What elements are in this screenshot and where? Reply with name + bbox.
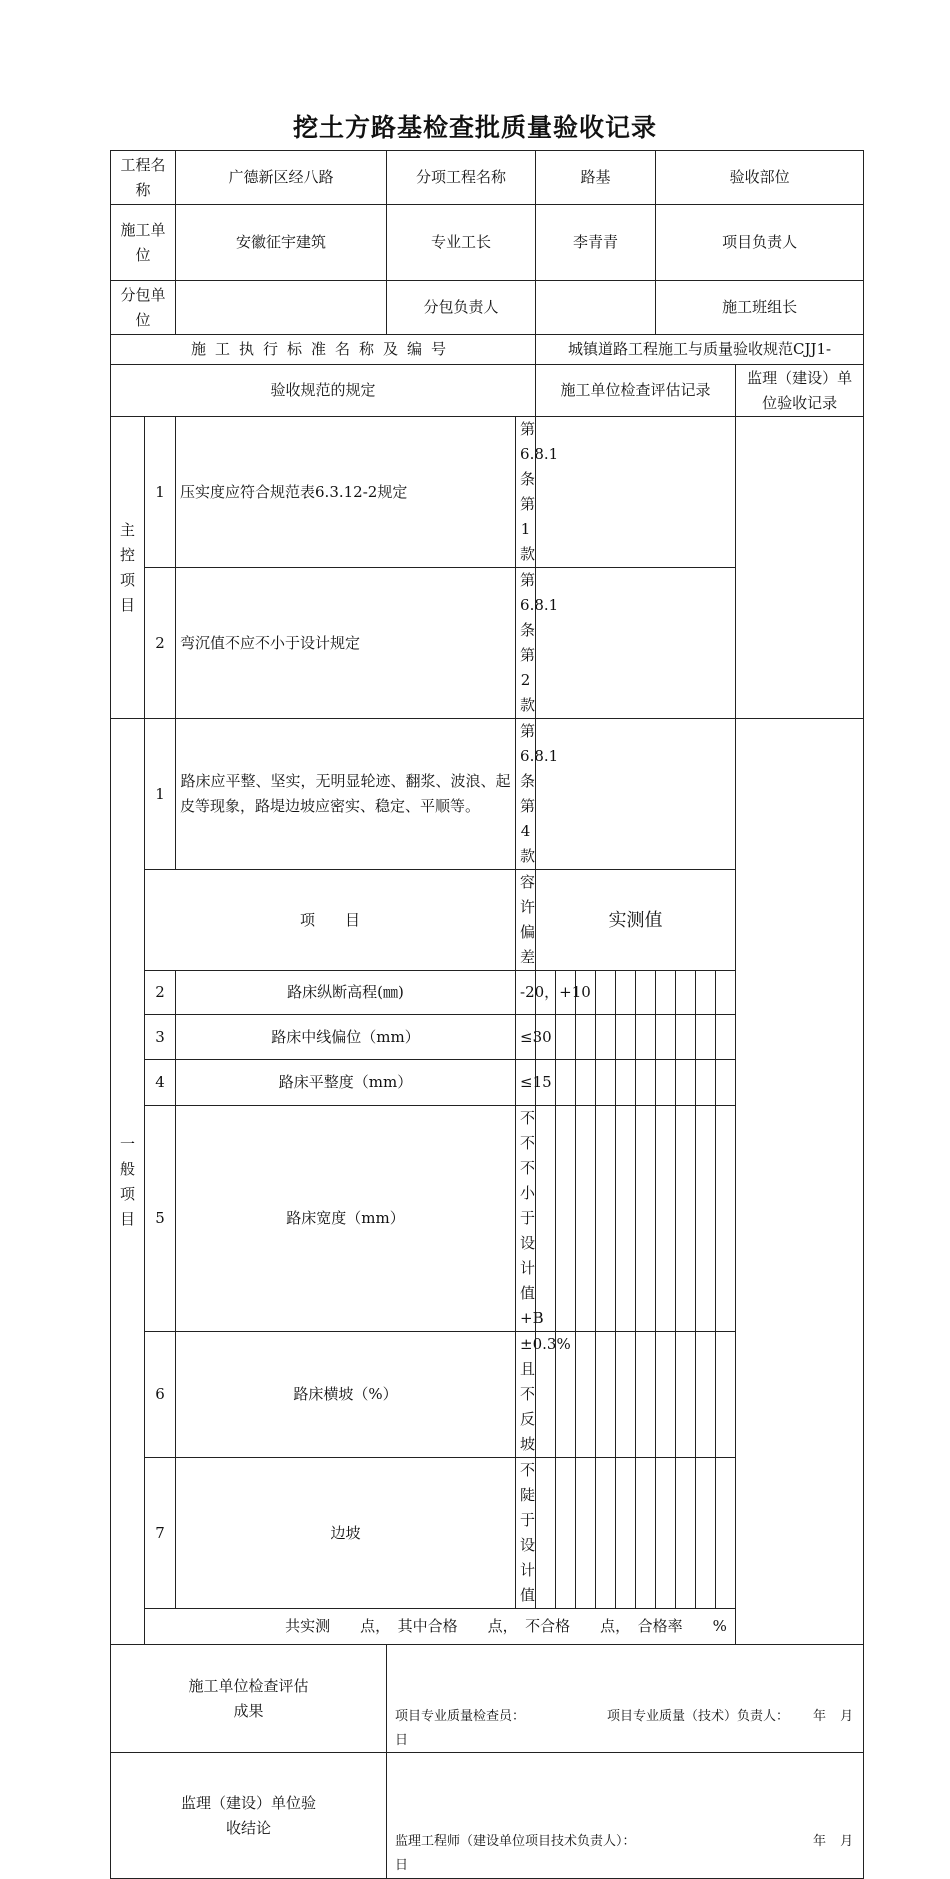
- row-no: 2: [145, 971, 176, 1015]
- row-tolerance: ±0.3%且不反坡: [516, 1332, 536, 1458]
- main-control-supervision[interactable]: [736, 417, 864, 719]
- measured-cell[interactable]: [616, 1458, 636, 1609]
- main-control-row-1: [111, 417, 864, 568]
- subitem-value[interactable]: 路基: [536, 151, 656, 205]
- measured-cell[interactable]: [636, 1106, 656, 1332]
- measured-cell[interactable]: [576, 1458, 596, 1609]
- day-label: 日: [395, 1858, 409, 1873]
- pm-label: 项目负责人: [656, 205, 864, 281]
- foreman-value[interactable]: 李青青: [536, 205, 656, 281]
- row-tolerance: ≤30: [516, 1015, 536, 1060]
- measured-cell[interactable]: [716, 1458, 736, 1609]
- measured-cell[interactable]: [676, 1458, 696, 1609]
- measured-cell[interactable]: [656, 971, 676, 1015]
- row-item-name: 路床纵断高程(㎜): [176, 971, 516, 1015]
- supervision-record-header: 监理（建设）单位验收记录: [736, 365, 864, 417]
- sub-unit-value[interactable]: [176, 281, 387, 335]
- measured-cell[interactable]: [676, 1106, 696, 1332]
- measured-cell[interactable]: [636, 1060, 656, 1106]
- acceptance-part-label: 验收部位: [656, 151, 864, 205]
- general-no: 1: [145, 719, 176, 870]
- measured-cell[interactable]: [596, 1106, 616, 1332]
- day-label: 日: [395, 1733, 409, 1748]
- page-title: 挖土方路基检查批质量验收记录: [292, 113, 657, 142]
- measured-cell[interactable]: [576, 1332, 596, 1458]
- row-no: 4: [145, 1060, 176, 1106]
- measured-cell[interactable]: [616, 1332, 636, 1458]
- team-lead-label: 施工班组长: [656, 281, 864, 335]
- row-item-name: 路床中线偏位（mm）: [176, 1015, 516, 1060]
- measured-cell[interactable]: [716, 1332, 736, 1458]
- general-supervision[interactable]: [736, 719, 864, 1645]
- row-no: 7: [145, 1458, 176, 1609]
- general-desc: 路床应平整、坚实，无明显轮迹、翻浆、波浪、起皮等现象，路堤边坡应密实、稳定、平顺等。: [176, 719, 516, 870]
- tech-lead-label: 项目专业质量（技术）负责人：: [607, 1709, 790, 1724]
- measured-cell[interactable]: [696, 1060, 716, 1106]
- measured-cell[interactable]: [576, 1015, 596, 1060]
- general-row-1: [111, 719, 864, 870]
- measured-cell[interactable]: [696, 1015, 716, 1060]
- engineer-label: 监理工程师（建设单位项目技术负责人）：: [395, 1834, 636, 1849]
- standard-value[interactable]: 城镇道路工程施工与质量验收规范CJJ1-: [536, 335, 864, 365]
- row-tolerance: -20，+10: [516, 971, 536, 1015]
- measured-cell[interactable]: [616, 971, 636, 1015]
- supervision-result-area[interactable]: [387, 1753, 864, 1879]
- inspector-label: 项目专业质量检查员：: [395, 1709, 526, 1724]
- measured-cell[interactable]: [616, 1060, 636, 1106]
- tolerance-header: 容许偏差: [516, 870, 536, 971]
- header-row-project: [111, 151, 864, 205]
- spec-column-header: 验收规范的规定: [111, 365, 536, 417]
- measured-cell[interactable]: [596, 1015, 616, 1060]
- measured-cell[interactable]: [636, 971, 656, 1015]
- measured-cell[interactable]: [676, 971, 696, 1015]
- measured-cell[interactable]: [696, 1106, 716, 1332]
- construction-result-row: [111, 1645, 864, 1753]
- measured-cell[interactable]: [696, 1332, 716, 1458]
- measured-cell[interactable]: [556, 1015, 576, 1060]
- main-control-clause: 第6.8.1条第2款: [516, 568, 536, 719]
- measured-value-header: 实测值: [536, 870, 736, 971]
- constructor-label: 施工单位: [111, 205, 176, 281]
- row-item-name: 路床横坡（%）: [176, 1332, 516, 1458]
- header-row-standard: [111, 335, 864, 365]
- supervision-result-label-text: 监理（建设）单位验收结论: [181, 1793, 317, 1837]
- measured-cell[interactable]: [656, 1458, 676, 1609]
- construction-result-label-text: 施工单位检查评估成果: [188, 1676, 309, 1720]
- row-item-name: 路床宽度（mm）: [176, 1106, 516, 1332]
- measured-cell[interactable]: [596, 1060, 616, 1106]
- project-name-label: 工程名称: [111, 151, 176, 205]
- header-row-constructor: [111, 205, 864, 281]
- measured-cell[interactable]: [716, 1106, 736, 1332]
- measured-cell[interactable]: [676, 1060, 696, 1106]
- inspection-record-table: [110, 150, 864, 1879]
- measured-cell[interactable]: [556, 1060, 576, 1106]
- main-control-no: 2: [145, 568, 176, 719]
- row-item-name: 边坡: [176, 1458, 516, 1609]
- sub-lead-label: 分包负责人: [387, 281, 536, 335]
- measured-cell[interactable]: [656, 1060, 676, 1106]
- main-control-clause: 第6.8.1条第1款: [516, 417, 536, 568]
- measured-cell[interactable]: [556, 1458, 576, 1609]
- measured-cell[interactable]: [636, 1332, 656, 1458]
- measured-cell[interactable]: [716, 971, 736, 1015]
- measured-cell[interactable]: [536, 1458, 556, 1609]
- row-no: 6: [145, 1332, 176, 1458]
- main-control-no: 1: [145, 417, 176, 568]
- row-tolerance: 不不不小于设计值+B: [516, 1106, 536, 1332]
- measured-cell[interactable]: [656, 1332, 676, 1458]
- measured-cell[interactable]: [656, 1106, 676, 1332]
- main-control-record[interactable]: [536, 568, 736, 719]
- measured-cell[interactable]: [716, 1060, 736, 1106]
- main-control-record[interactable]: [536, 417, 736, 568]
- measured-cell[interactable]: [676, 1332, 696, 1458]
- year-month-label: 年 月: [812, 1709, 854, 1724]
- supervision-result-label: [111, 1753, 387, 1879]
- main-control-desc: 压实度应符合规范表6.3.12-2规定: [176, 417, 516, 568]
- measured-cell[interactable]: [576, 1060, 596, 1106]
- main-control-desc: 弯沉值不应不小于设计规定: [176, 568, 516, 719]
- measured-cell[interactable]: [556, 1106, 576, 1332]
- measured-cell[interactable]: [616, 1015, 636, 1060]
- construction-result-label: [111, 1645, 387, 1753]
- summary-row: [111, 1609, 864, 1645]
- row-tolerance: 不陡于设计值: [516, 1458, 536, 1609]
- measured-cell[interactable]: [696, 971, 716, 1015]
- row-item-name: 路床平整度（mm）: [176, 1060, 516, 1106]
- measured-cell[interactable]: [536, 1106, 556, 1332]
- header-row-subcontract: [111, 281, 864, 335]
- construction-result-area[interactable]: [387, 1645, 864, 1753]
- measured-cell[interactable]: [576, 1106, 596, 1332]
- general-clause: 第6.8.1条第4款: [516, 719, 536, 870]
- measured-cell[interactable]: [656, 1015, 676, 1060]
- measured-cell[interactable]: [636, 1015, 656, 1060]
- measured-cell[interactable]: [596, 1332, 616, 1458]
- measured-cell[interactable]: [696, 1458, 716, 1609]
- measured-cell[interactable]: [596, 971, 616, 1015]
- item-header: 项 目: [145, 870, 516, 971]
- supervision-result-row: [111, 1753, 864, 1879]
- year-month-label: 年 月: [812, 1834, 854, 1849]
- column-header-row: [111, 365, 864, 417]
- measured-cell[interactable]: [616, 1106, 636, 1332]
- measured-cell[interactable]: [676, 1015, 696, 1060]
- summary-text: 共实测 点， 其中合格 点， 不合格 点， 合格率 %: [145, 1609, 864, 1645]
- standard-label: 施工执行标准名称及编号: [111, 335, 536, 365]
- row-no: 3: [145, 1015, 176, 1060]
- sub-lead-value[interactable]: [536, 281, 656, 335]
- foreman-label: 专业工长: [387, 205, 536, 281]
- constructor-value[interactable]: 安徽征宇建筑: [176, 205, 387, 281]
- main-control-label: 主 控 项 目: [111, 417, 145, 719]
- subitem-label: 分项工程名称: [387, 151, 536, 205]
- row-no: 5: [145, 1106, 176, 1332]
- measured-cell[interactable]: [596, 1458, 616, 1609]
- measured-cell[interactable]: [636, 1458, 656, 1609]
- measured-cell[interactable]: [716, 1015, 736, 1060]
- general-label: 一 般 项 目: [111, 719, 145, 1645]
- general-record[interactable]: [536, 719, 736, 870]
- project-name-value[interactable]: 广德新区经八路: [176, 151, 387, 205]
- row-tolerance: ≤15: [516, 1060, 536, 1106]
- construction-record-header: 施工单位检查评估记录: [536, 365, 736, 417]
- sub-unit-label: 分包单位: [111, 281, 176, 335]
